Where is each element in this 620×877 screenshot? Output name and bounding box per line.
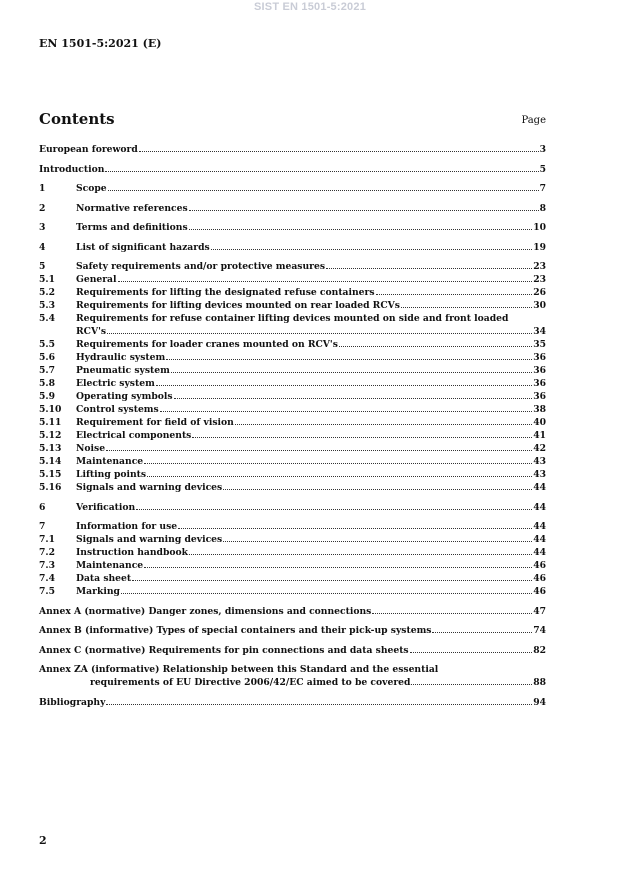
- toc-number: 5.6: [39, 352, 55, 363]
- toc-page: 26: [533, 287, 546, 298]
- toc-page: 46: [533, 560, 546, 571]
- dot-leader: [192, 437, 532, 438]
- toc-page: 5: [539, 163, 546, 175]
- dot-leader: [118, 281, 533, 282]
- toc-number: 5.13: [39, 443, 62, 454]
- toc-title: European foreword: [39, 144, 138, 155]
- toc-entry[interactable]: [39, 416, 546, 429]
- toc-number: 5: [39, 261, 46, 272]
- toc-entry-continuation: [39, 325, 546, 338]
- toc-page: 88: [533, 677, 546, 688]
- toc-title: Annex A (normative) Danger zones, dimensions and connections: [39, 605, 372, 617]
- toc-page: 42: [533, 443, 546, 454]
- toc-title-continued: RCV's: [76, 326, 107, 337]
- dot-leader: [171, 372, 532, 373]
- toc-title: Control systems: [76, 404, 159, 415]
- toc-entry[interactable]: [39, 299, 546, 312]
- toc-title: General: [76, 274, 117, 285]
- dot-leader: [339, 346, 532, 347]
- dot-leader: [178, 528, 532, 529]
- dot-leader: [106, 450, 532, 451]
- dot-leader: [189, 554, 532, 555]
- dot-leader: [223, 489, 532, 490]
- toc-page: 36: [533, 365, 546, 376]
- toc-title: Annex ZA (informative) Relationship between this Standard and the essential: [39, 664, 439, 675]
- toc-number: 5.3: [39, 300, 55, 311]
- dot-leader: [189, 229, 533, 230]
- toc-number: 5.2: [39, 287, 55, 298]
- toc-page: 38: [533, 404, 546, 415]
- toc-entry[interactable]: [39, 260, 546, 273]
- toc-page: 44: [533, 501, 546, 513]
- toc-entry[interactable]: [39, 182, 546, 195]
- toc-number: 4: [39, 241, 46, 253]
- toc-entry[interactable]: [39, 403, 546, 416]
- toc-title: Bibliography: [39, 696, 106, 708]
- toc-title: Annex B (informative) Types of special containers and their pick-up systems: [39, 625, 432, 636]
- toc-title: Requirement for field of vision: [76, 417, 234, 428]
- toc-number: 1: [39, 183, 46, 194]
- dot-leader: [144, 463, 532, 464]
- toc-title: Instruction handbook: [76, 547, 189, 558]
- toc-entry[interactable]: [39, 481, 546, 494]
- watermark: SIST EN 1501-5:2021: [253, 1, 367, 13]
- toc-title: Terms and definitions: [76, 222, 188, 233]
- toc-number: 5.15: [39, 469, 62, 480]
- toc-title: Signals and warning devices: [76, 482, 223, 493]
- toc-title: Requirements for refuse container lifting devices mounted on side and front loaded: [76, 313, 509, 324]
- toc-entry[interactable]: [39, 663, 546, 689]
- toc-page: 36: [533, 378, 546, 389]
- toc-page: 23: [533, 274, 546, 285]
- toc-number: 5.10: [39, 404, 62, 415]
- toc-title: Requirements for loader cranes mounted on RCV's: [76, 339, 338, 350]
- toc-number: 5.11: [39, 417, 62, 428]
- toc-page: 30: [533, 300, 546, 311]
- toc-number: 6: [39, 501, 46, 513]
- toc-number: 3: [39, 222, 46, 233]
- toc-entry[interactable]: [39, 501, 546, 514]
- toc-title: Annex C (normative) Requirements for pin connections and data sheets: [39, 644, 409, 656]
- toc-entry[interactable]: [39, 312, 546, 338]
- toc-entry[interactable]: [39, 429, 546, 442]
- toc-entry[interactable]: [39, 468, 546, 481]
- toc-page: 44: [533, 482, 546, 493]
- toc-title: Normative references: [76, 202, 188, 214]
- toc-number: 5.12: [39, 430, 62, 441]
- toc-number: 7.3: [39, 560, 55, 571]
- toc-entry[interactable]: [39, 559, 546, 572]
- page-number: 2: [39, 834, 47, 847]
- toc-title: Safety requirements and/or protective measures: [76, 261, 325, 272]
- toc-title: Data sheet: [76, 573, 132, 584]
- dot-leader: [223, 541, 532, 542]
- toc-number: 5.1: [39, 274, 55, 285]
- contents-heading: Contents: [39, 110, 115, 128]
- toc-title: Operating symbols: [76, 391, 173, 402]
- dot-leader: [166, 359, 532, 360]
- toc-entry[interactable]: [39, 605, 546, 618]
- toc-page: 46: [533, 586, 546, 597]
- toc-entry[interactable]: [39, 163, 546, 176]
- toc-page: 47: [533, 605, 546, 617]
- toc-entry[interactable]: [39, 442, 546, 455]
- dot-leader: [156, 385, 532, 386]
- toc-number: 5.9: [39, 391, 55, 402]
- toc-entry[interactable]: [39, 520, 546, 533]
- toc-title: Verification: [76, 501, 136, 513]
- toc-page: 23: [533, 261, 546, 272]
- toc-number: 5.16: [39, 482, 62, 493]
- dot-leader: [401, 307, 532, 308]
- toc-page: 3: [539, 144, 546, 155]
- toc-number: 5.5: [39, 339, 55, 350]
- dot-leader: [136, 509, 532, 510]
- toc-page: 94: [533, 696, 546, 708]
- toc-number: 5.8: [39, 378, 55, 389]
- dot-leader: [107, 333, 532, 334]
- dot-leader: [326, 268, 532, 269]
- toc-number: 7.1: [39, 534, 55, 545]
- toc-page: 46: [533, 573, 546, 584]
- toc-title: List of significant hazards: [76, 241, 210, 253]
- toc-page: 10: [533, 222, 546, 233]
- toc-entry[interactable]: [39, 546, 546, 559]
- toc-entry[interactable]: [39, 390, 546, 403]
- toc-entry[interactable]: [39, 533, 546, 546]
- table-of-contents: [39, 143, 546, 709]
- toc-entry[interactable]: [39, 143, 546, 156]
- toc-entry-continuation: [39, 676, 546, 689]
- toc-entry[interactable]: [39, 202, 546, 215]
- toc-entry[interactable]: [39, 644, 546, 657]
- toc-page: 19: [533, 241, 546, 253]
- toc-title: Signals and warning devices: [76, 534, 223, 545]
- dot-leader: [410, 652, 533, 653]
- toc-title: Marking: [76, 586, 120, 597]
- dot-leader: [432, 632, 532, 633]
- toc-title: Information for use: [76, 521, 178, 532]
- toc-entry[interactable]: [39, 241, 546, 254]
- dot-leader: [160, 411, 533, 412]
- toc-number: 7: [39, 521, 46, 532]
- document-id: EN 1501-5:2021 (E): [39, 37, 162, 50]
- toc-title: Scope: [76, 183, 107, 194]
- toc-number: 7.2: [39, 547, 55, 558]
- toc-title: Pneumatic system: [76, 365, 170, 376]
- dot-leader: [139, 151, 539, 152]
- dot-leader: [105, 171, 538, 172]
- toc-title: Lifting points: [76, 469, 147, 480]
- dot-leader: [211, 249, 533, 250]
- dot-leader: [376, 294, 533, 295]
- toc-page: 43: [533, 456, 546, 467]
- dot-leader: [147, 476, 532, 477]
- toc-page: 34: [533, 326, 546, 337]
- toc-number: 5.4: [39, 313, 55, 324]
- toc-number: 7.4: [39, 573, 55, 584]
- toc-page: 44: [533, 534, 546, 545]
- toc-entry[interactable]: [39, 585, 546, 598]
- toc-entry[interactable]: [39, 377, 546, 390]
- toc-page: 44: [533, 521, 546, 532]
- toc-page: 41: [533, 430, 546, 441]
- toc-page: 40: [533, 417, 546, 428]
- dot-leader: [189, 210, 539, 211]
- toc-entry[interactable]: [39, 572, 546, 585]
- dot-leader: [174, 398, 533, 399]
- toc-entry[interactable]: [39, 624, 546, 637]
- toc-entry[interactable]: [39, 696, 546, 709]
- dot-leader: [121, 593, 532, 594]
- dot-leader: [372, 613, 532, 614]
- toc-page: 44: [533, 547, 546, 558]
- toc-number: 5.7: [39, 365, 55, 376]
- dot-leader: [235, 424, 532, 425]
- dot-leader: [132, 580, 532, 581]
- toc-number: 7.5: [39, 586, 55, 597]
- toc-title: Electric system: [76, 378, 155, 389]
- dot-leader: [144, 567, 532, 568]
- toc-page: 36: [533, 391, 546, 402]
- toc-title: Electrical components: [76, 430, 192, 441]
- toc-title-continued: requirements of EU Directive 2006/42/EC aimed to be covered: [90, 677, 411, 688]
- toc-entry[interactable]: [39, 338, 546, 351]
- toc-page: 36: [533, 352, 546, 363]
- toc-entry[interactable]: [39, 221, 546, 234]
- toc-entry[interactable]: [39, 364, 546, 377]
- toc-page: 74: [533, 625, 546, 636]
- dot-leader: [411, 684, 532, 685]
- toc-entry[interactable]: [39, 351, 546, 364]
- dot-leader: [108, 190, 539, 191]
- toc-title: Maintenance: [76, 560, 144, 571]
- toc-page: 43: [533, 469, 546, 480]
- toc-page: 8: [539, 202, 546, 214]
- toc-title: Requirements for lifting the designated refuse containers: [76, 287, 375, 298]
- toc-number: 2: [39, 202, 46, 214]
- toc-entry[interactable]: [39, 273, 546, 286]
- toc-title: Maintenance: [76, 456, 144, 467]
- toc-entry[interactable]: [39, 455, 546, 468]
- toc-title: Hydraulic system: [76, 352, 166, 363]
- toc-page: 82: [533, 644, 546, 656]
- dot-leader: [106, 704, 532, 705]
- page-column-label: Page: [521, 115, 546, 126]
- toc-page: 7: [539, 183, 546, 194]
- toc-title: Noise: [76, 443, 106, 454]
- toc-entry-line: [39, 312, 546, 325]
- toc-entry[interactable]: [39, 286, 546, 299]
- toc-number: 5.14: [39, 456, 62, 467]
- toc-page: 35: [533, 339, 546, 350]
- toc-title: Requirements for lifting devices mounted on rear loaded RCVs: [76, 300, 400, 311]
- toc-title: Introduction: [39, 163, 105, 175]
